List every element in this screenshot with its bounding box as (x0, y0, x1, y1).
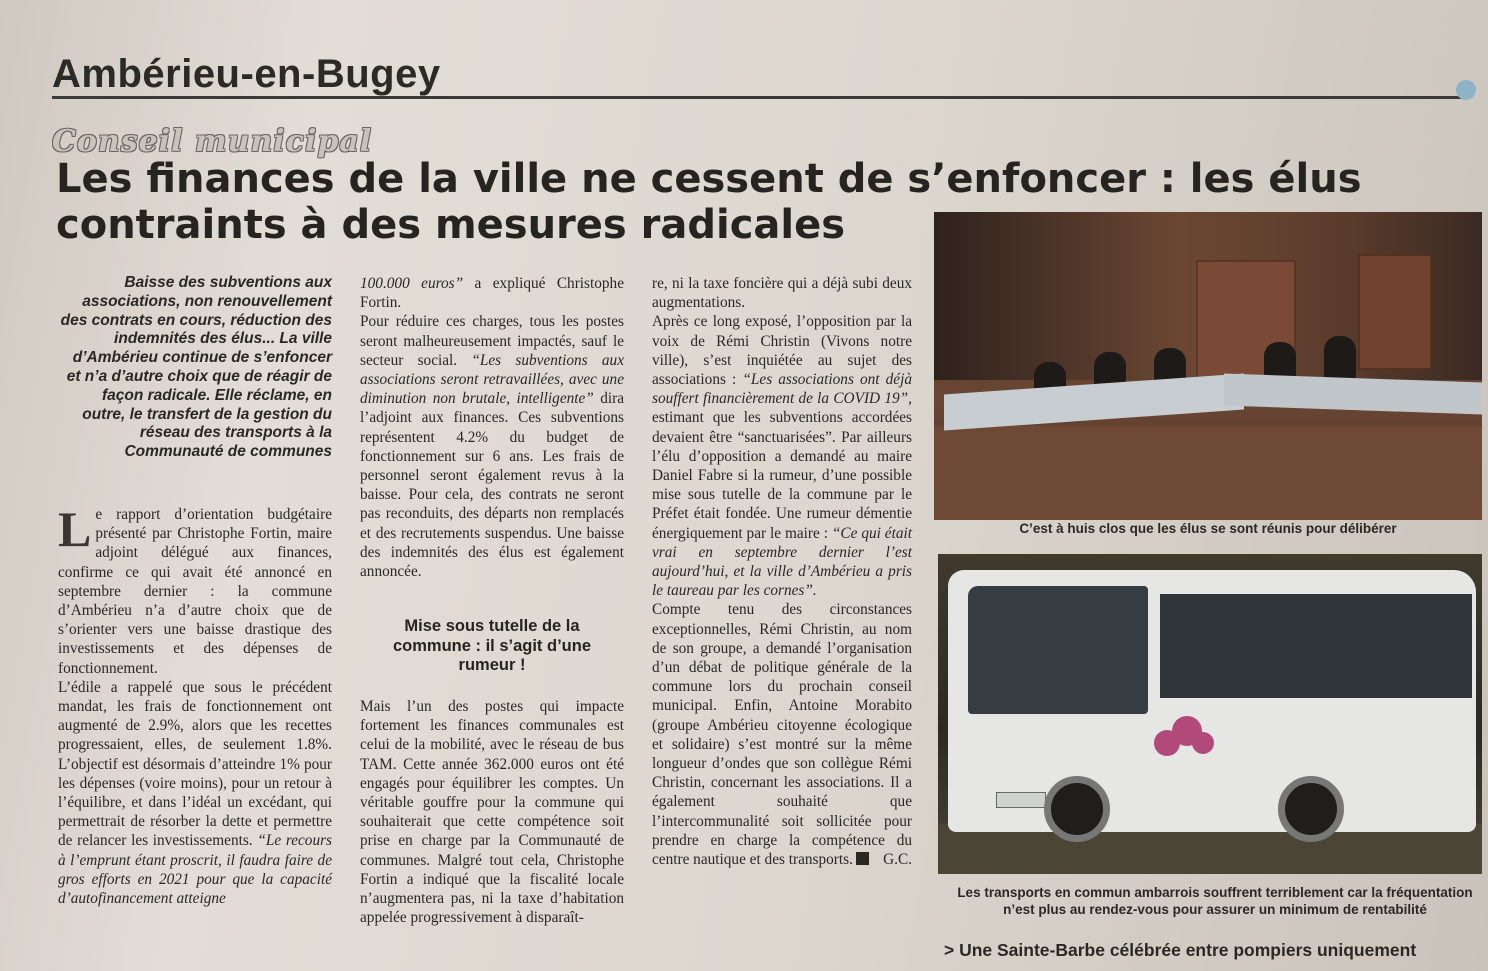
paragraph (58, 678, 332, 908)
paragraph (652, 312, 912, 600)
article-column-1 (58, 501, 332, 908)
paragraph-text: a expliqué Christophe Fortin. (360, 275, 624, 312)
article-column-2 (360, 274, 624, 581)
article-lede: Baisse des subventions aux associations, non renouvellement des contrats en cours, réduction des indemnités des élus... La ville d’Ambérieu continue de s’enfoncer et n’a d’autre choix que de réagir de façon radicale. Elle réclame, en outre, le transfert de la gestion du réseau des transports à la Communauté de communes (60, 274, 332, 461)
bus-photo (938, 554, 1482, 874)
quote-text: 100.000 euros” (360, 275, 464, 292)
paragraph-text: dira l’adjoint aux finances. Ces subventions représentent 4.2% du budget de fonctionnement sur 6 ans. Les frais de personnel seront également revus à la baisse. Pour cela, des contrats ne seront pas reconduits, des départs non remplacés et des recrutements suspendus. Une baisse des indemnités des élus est également annoncée. (360, 390, 625, 581)
paragraph-text: Pour réduire ces charges, tous les postes seront malheureusement impactés, sauf le secteur social. (360, 313, 624, 369)
quote-text: “Le recours à l’emprunt étant proscrit, il faudra faire de gros efforts en 2021 pour que la capacité d’autofinancement atteigne (58, 832, 332, 908)
drop-cap: L (58, 501, 92, 557)
paragraph (652, 600, 912, 869)
article-column-3 (652, 274, 912, 869)
paragraph (360, 312, 624, 581)
kicker-label: Conseil municipal (52, 124, 373, 159)
paragraph (58, 501, 332, 678)
end-of-article-square-icon (856, 852, 869, 865)
quote-text: “Les associations ont déjà souffert financièrement de la COVID 19” (652, 371, 912, 408)
paragraph-text: L’édile a rappelé que sous le précédent mandat, les frais de fonctionnement ont augmenté de 2.9%, alors que les recettes progressaient, elles, de seulement 1.8%. L’objectif est désormais d’atteindre 1% pour les dépenses (voire moins), pour un retour à l’équilibre, et dans l’idéal un excédant, qui permettrait de résorber la dette et permettre de relancer les investissements. (58, 678, 332, 850)
quote-text: “Ce qui était vrai en septembre dernier l’est aujourd’hui, et la ville d’Ambérieu a pris le taureau par les cornes”. (652, 524, 912, 600)
paragraph-text: Mais l’un des postes qui impacte fortement les finances communales est celui de la mobilité, avec le réseau de bus TAM. Cette année 362.000 euros ont été engagés pour équilibrer les comptes. Un véritable gouffre pour la commune qui souhaiterait que cette compétence soit prise en charge par la Communauté de communes. Malgré tout cela, Christophe Fortin a indiqué que la fiscalité locale n’augmentera pas, ni la taxe d’habitation appelée progressivement à disparaît- (360, 698, 624, 927)
photo-caption: Les transports en commun ambarrois souffrent terriblement car la fréquentation n’est plus au rendez-vous pour assurer un minimum de rentabilité (957, 885, 1473, 917)
section-dot-icon (1456, 80, 1476, 100)
paragraph-text: , estimant que les subventions accordées devaient être “sanctuarisées”. Par ailleurs l’élu d’opposition a demandé au maire Daniel Fabre si la rumeur, d’une possible mise sous tutelle de la commune par le Préfet était fondée. Une rumeur démentie énergiquement par le maire : (652, 390, 912, 542)
section-title: Ambérieu-en-Bugey (52, 52, 441, 96)
author-signature: G.C. (883, 851, 912, 869)
article-subheading: Mise sous tutelle de la commune : il s’agit d’une rumeur ! (392, 617, 592, 674)
photo-caption: C’est à huis clos que les élus se sont réunis pour délibérer (1019, 521, 1397, 536)
council-meeting-photo (934, 212, 1482, 520)
article-column-2-lower (360, 697, 624, 927)
paragraph-text: e rapport d’orientation budgétaire présenté par Christophe Fortin, maire adjoint délégué aux finances, confirme ce qui avait été annoncé en septembre dernier : la commune d’Ambérieu n’a d’autre choix que de s’orienter vers une baisse drastique des investissements et des dépenses de fonctionnement. (58, 506, 332, 677)
paragraph-text: Compte tenu des circonstances exceptionnelles, Rémi Christin, au nom de son groupe, a demandé l’organisation d’un débat de politique générale de la commune lors du prochain conseil municipal. Enfin, Antoine Morabito (groupe Ambérieu citoyenne écologique et solidaire) s’est montré sur la même longueur d’ondes que son collègue Rémi Christin, concernant les associations. Il a également souhaité que l’intercommunalité soit sollicitée pour prendre en charge la compétence du centre nautique et des transports. (652, 601, 912, 869)
section-rule (52, 96, 1462, 99)
paragraph-text: Après ce long exposé, l’opposition par la voix de Rémi Christin (Vivons notre ville), s’est inquiétée au sujet des associations : (652, 313, 912, 389)
quote-text: “Les subventions aux associations seront retravaillées, avec une diminution non brutale, intelligente” (360, 351, 624, 408)
paragraph (360, 274, 624, 312)
paragraph-text: re, ni la taxe foncière qui a déjà subi deux augmentations. (652, 275, 912, 312)
article-headline: Les finances de la ville ne cessent de s’enfoncer : les élus contraints à des mesures radicales (56, 156, 1362, 248)
related-article-link[interactable]: > Une Sainte-Barbe célébrée entre pompiers uniquement (944, 940, 1417, 960)
